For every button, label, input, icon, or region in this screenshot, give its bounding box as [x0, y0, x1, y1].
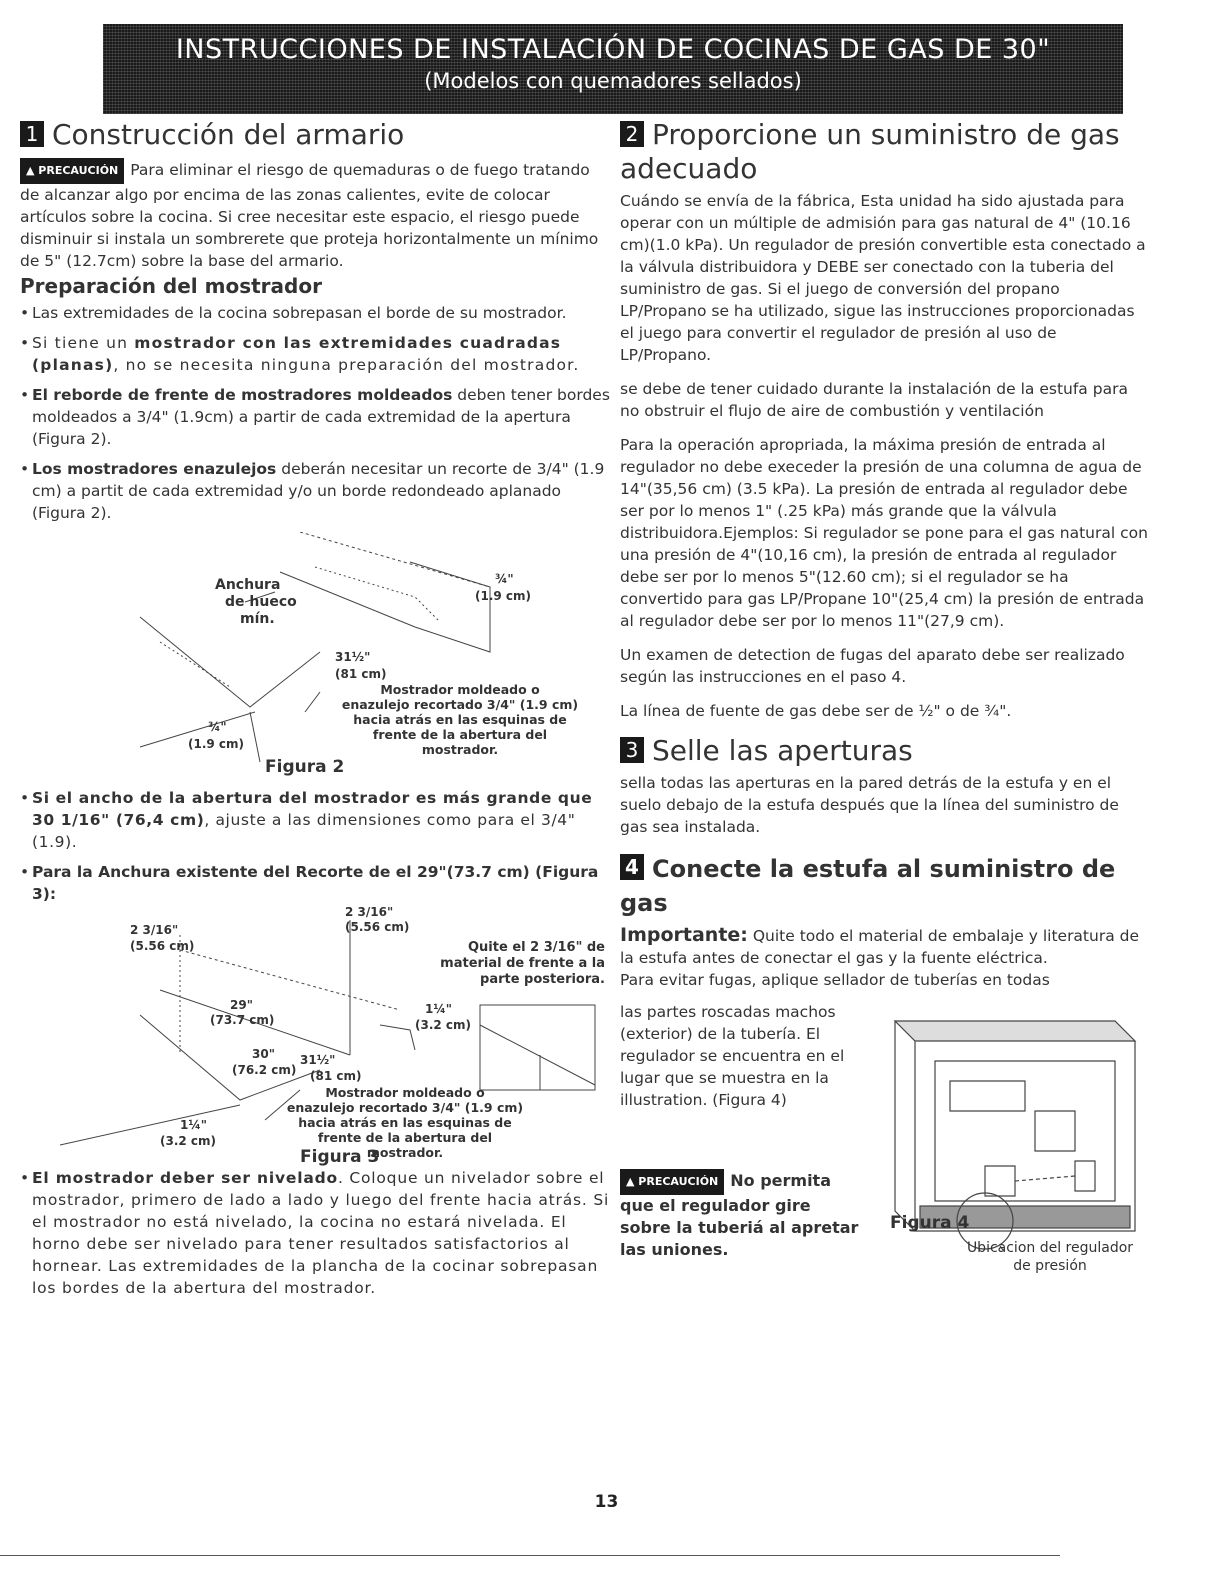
page-number: 13 — [594, 1492, 619, 1512]
figure-4-caption: Ubicacion del regulador de presión — [966, 1240, 1134, 1274]
list-item: • Si el ancho de la abertura del mostrador es más grande que 30 1/16" (76,4 cm), ajuste a las dimensiones como para el 3/4" (1.9). — [20, 787, 610, 853]
list-item: • Las extremidades de la cocina sobrepasan el borde de su mostrador. — [20, 302, 610, 324]
warning-badge: ▲ PRECAUCIÓN — [620, 1169, 724, 1195]
section-1-heading — [20, 118, 610, 152]
prep-list — [20, 302, 610, 524]
figure-3-note: Mostrador moldeado o enazulejo recortado 3/4" (1.9 cm) hacia atrás en las esquinas de frente de la abertura del mostrador. — [286, 1085, 524, 1160]
section-2-heading — [620, 118, 1150, 186]
section-1-title: Construcción del armario — [52, 118, 405, 151]
section-3-number: 3 — [620, 737, 644, 763]
title-banner — [103, 24, 1123, 114]
section-2-body: Cuándo se envía de la fábrica, Esta unidad ha sido ajustada para operar con un múltiple de admisión para gas natural de 4" (10.16 cm)(1.0 kPa). Un regulador de presión convertible esta conectado a la válvula distribuidora y DEBE ser conectado con la tuberia del suministro de gas. Si el juego de conversión del propano LP/Propano se ha utilizado, sigue las instrucciones proporcionadas el juego para convertir el regulador de presión al uso de LP/Propano. se debe de tener cuidado durante la instalación de la estufa para no obstruir el flujo de aire de combustión y ventilación Para la operación apropriada, la máxima presión de entrada al regulador no debe execeder la presión de una columna de agua de 14"(35,56 cm) (3.5 kPa). La presión de entrada al regulador debe ser por lo menos 1" (.25 kPa) más grande que la válvula distribuidora.Ejemplos: Si regulador se pone para el gas natural con una presión de 4"(10,16 cm), la presión de entrada al regulador debe ser por lo menos 5"(12.60 cm); si el regulador se ha convertido para gas LP/Propane 10"(25,4 cm) la presión de entrada al regulador debe ser por lo menos 11"(27,9 cm). Un examen de detection de fugas del aparato debe ser realizado según las instrucciones en el paso 4. La línea de fuente de gas debe ser de ½" o de ¾". — [620, 192, 1148, 720]
section-4-figure-area: las partes roscadas machos (exterior) de la tubería. El regulador se encuentra en el lugar que se muestra en la illustration. (Figura 4) ▲ PRECAUCIÓN No permita que el regulador gire sobre la tuberiá al apretar las uniones. Figura 4 Ubicacion del regulador de presión — [620, 1001, 1150, 1311]
figure-3: 2 3/16" (5.56 cm) 2 3/16" (5.56 cm) Quite el 2 3/16" de material de frente a la parte posteriora. 29" (73.7 cm) 1¼" (3.2 cm) 30" (76.2 cm) 31½" (81 cm) Mostrador moldeado o enazulejo recortado 3/4" (1.9 cm) hacia atrás en las esquinas de frente de la abertura del mostrador. 1¼" (3.2 cm) Figura 3 — [20, 905, 610, 1167]
list-item: • Los mostradores enazulejos deberán necesitar un recorte de 3/4" (1.9 cm) a partit de cada extremidad y/o un borde redondeado aplanado (Figura 2). — [20, 458, 610, 524]
banner-subtitle: (Modelos con quemadores sellados) — [424, 69, 802, 93]
prep-list-2 — [20, 787, 610, 905]
figure-4-label: Figura 4 — [890, 1213, 970, 1233]
section-1-warning: ▲ PRECAUCIÓN Para eliminar el riesgo de quemaduras o de fuego tratando de alcanzar algo por encima de las zonas calientes, evite de colocar artículos sobre la cocina. Si cree necesitar este espacio, el riesgo puede disminuir si instala un sombrerete que proteja horizontalmente un mínimo de 5" (12.7cm) sobre la base del armario. — [20, 158, 610, 272]
figure-2-label: Figura 2 — [265, 757, 345, 777]
banner-title: INSTRUCCIONES DE INSTALACIÓN DE COCINAS DE GAS DE 30" — [175, 34, 1051, 65]
section-4-warning: ▲ PRECAUCIÓN No permita que el regulador gire sobre la tuberiá al apretar las uniones. — [620, 1171, 859, 1259]
right-column — [620, 118, 1150, 1311]
bottom-rule — [0, 1555, 1060, 1556]
prep-list-3 — [20, 1167, 610, 1299]
figure-2-note: Mostrador moldeado o enazulejo recortado 3/4" (1.9 cm) hacia atrás en las esquinas de frente de la abertura del mostrador. — [341, 682, 579, 757]
figure-2: Anchura de hueco mín. ¾" (1.9 cm) 31½" (81 cm) ¾" (1.9 cm) Mostrador moldeado o enazulejo recortado 3/4" (1.9 cm) hacia atrás en las esquinas de frente de la abertura del mostrador. Figura 2 — [20, 532, 610, 787]
list-item: • Si tiene un mostrador con las extremidades cuadradas (planas), no se necesita ninguna preparación del mostrador. — [20, 332, 610, 376]
section-3-body: sella todas las aperturas en la pared detrás de la estufa y en el suelo debajo de la estufa después que la línea del suministro de gas sea instalada. — [620, 774, 1119, 836]
section-2-number: 2 — [620, 121, 644, 147]
section-4-heading — [620, 852, 1150, 920]
warning-badge: ▲ PRECAUCIÓN — [20, 158, 124, 184]
list-item: • Para la Anchura existente del Recorte de el 29"(73.7 cm) (Figura 3): — [20, 861, 610, 905]
section-4-number: 4 — [620, 854, 644, 880]
section-4-body: Importante: Quite todo el material de embalaje y literatura de la estufa antes de conectar el gas y la fuente eléctrica. Para evitar fugas, aplique sellador de tuberías en todas — [620, 924, 1140, 989]
list-item: • El mostrador deber ser nivelado. Coloque un nivelador sobre el mostrador, primero de lado a lado y luego del frente hacia atrás. Si el mostrador no está nivelado, la cocina no estará nivelada. El horno debe ser nivelado para tener resultados satisfactorios al hornear. Las extremidades de la plancha de la cocinar sobrepasan los bordes de la abertura del mostrador. — [20, 1167, 610, 1299]
subsection-title: Preparación del mostrador — [20, 274, 322, 298]
section-1-number: 1 — [20, 121, 44, 147]
section-3-heading — [620, 734, 1150, 768]
figure-3-label: Figura 3 — [300, 1147, 380, 1167]
section-3-title: Selle las aperturas — [652, 734, 913, 767]
section-4-title: Conecte la estufa al suministro de gas — [620, 855, 1116, 917]
section-2-title: Proporcione un suministro de gas adecuado — [620, 118, 1120, 185]
left-column — [20, 118, 610, 1307]
figure-3-remove-note: Quite el 2 3/16" de material de frente a la parte posteriora. — [440, 940, 605, 987]
list-item: • El reborde de frente de mostradores moldeados deben tener bordes moldeados a 3/4" (1.9cm) a partir de cada extremidad de la apertura (Figura 2). — [20, 384, 610, 450]
